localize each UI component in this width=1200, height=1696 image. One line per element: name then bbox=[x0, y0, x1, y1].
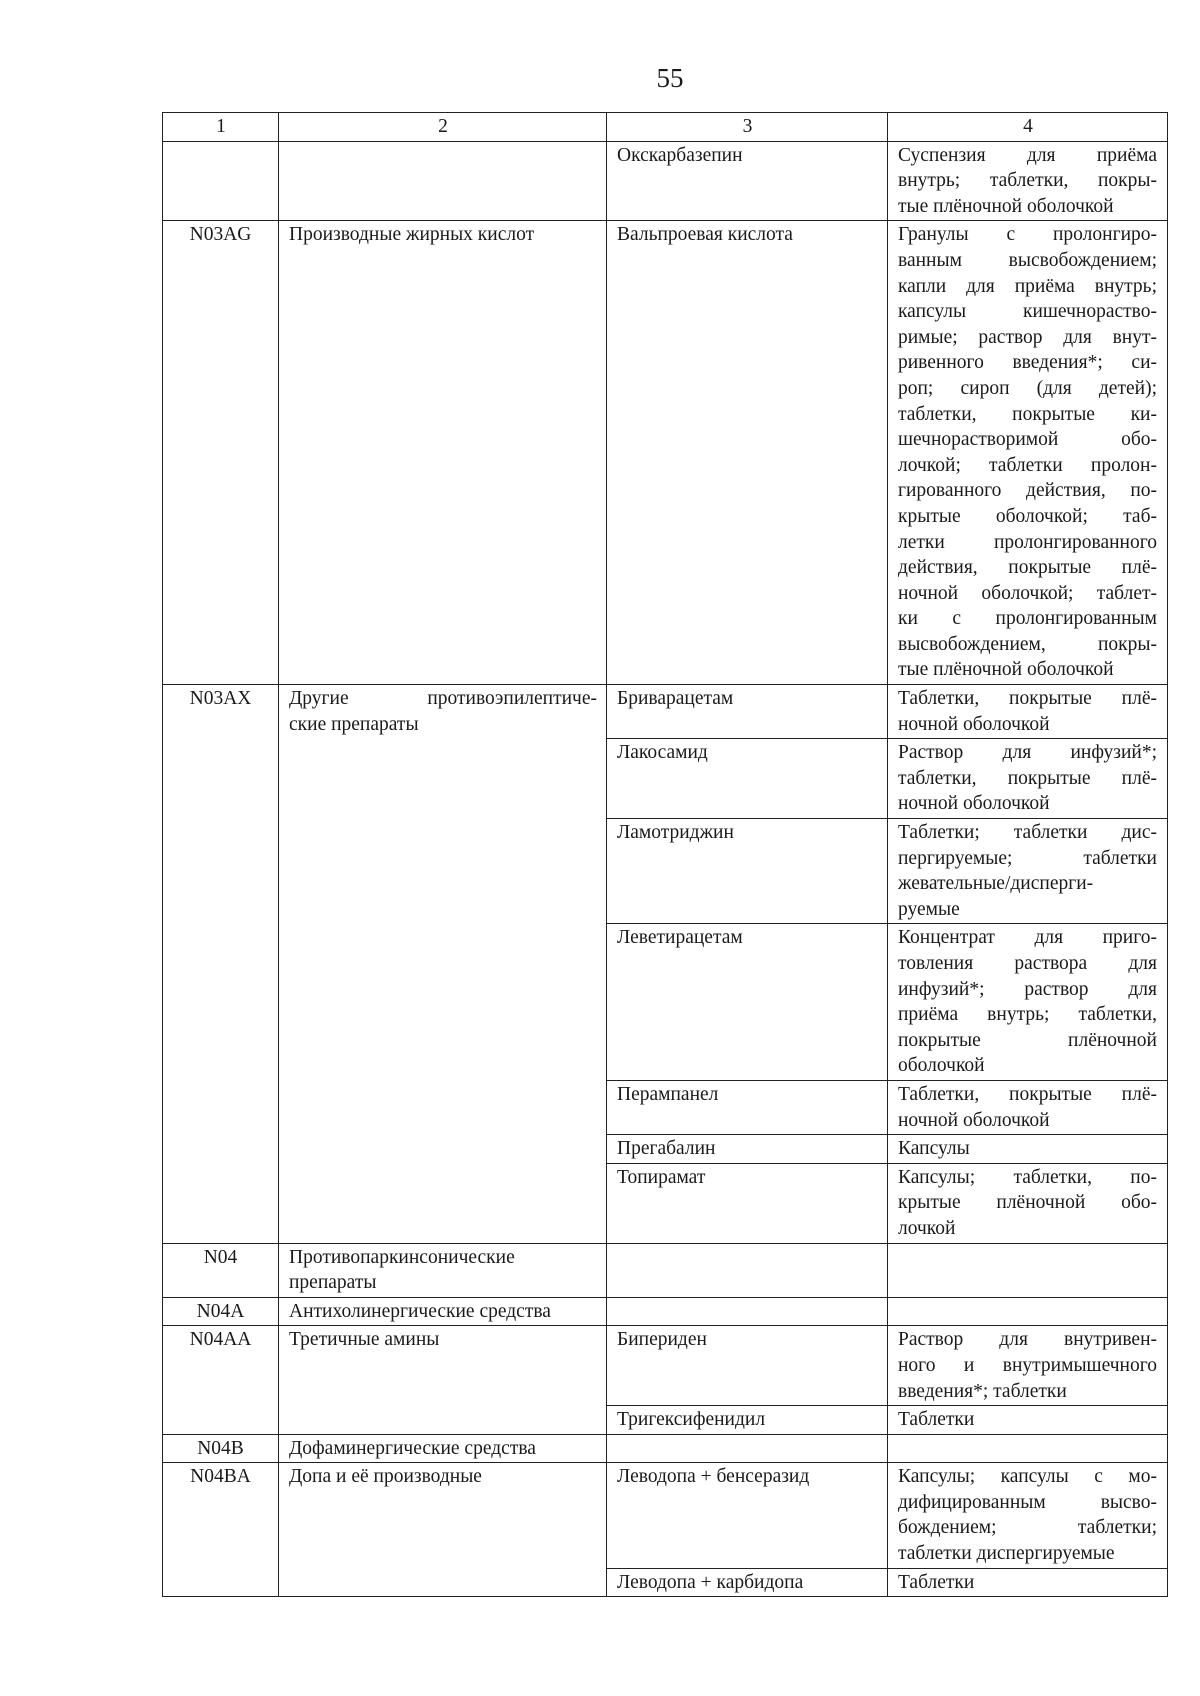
group-name-cell: Другие противоэпилептиче- ские препараты bbox=[279, 685, 607, 1243]
drug-name-cell bbox=[607, 819, 888, 924]
drug-name-cell bbox=[607, 1434, 888, 1463]
drug-name: Лакосамид bbox=[617, 742, 708, 764]
table-row bbox=[163, 1326, 1168, 1406]
dosage-forms-cell: Таблетки, покрытые плё- ночной оболочкой bbox=[888, 685, 1168, 739]
atc-code: N03AX bbox=[189, 688, 252, 710]
dosage-forms-cell: Таблетки bbox=[888, 1568, 1168, 1597]
header-col-2: 2 bbox=[279, 113, 607, 142]
table-row bbox=[163, 221, 1168, 685]
group-name: Другие противоэпилептиче- bbox=[289, 688, 597, 710]
header-col-3: 3 bbox=[607, 113, 888, 142]
atc-code-cell bbox=[163, 1243, 279, 1297]
header-col-1: 1 bbox=[163, 113, 279, 142]
atc-code: N03AG bbox=[189, 224, 252, 246]
drug-name-cell bbox=[607, 1568, 888, 1597]
table-row bbox=[163, 1243, 1168, 1297]
group-name: Антихолинергические средства bbox=[289, 1300, 551, 1322]
atc-code-cell bbox=[163, 1434, 279, 1463]
drug-name: Прегабалин bbox=[617, 1138, 716, 1160]
dosage-forms-cell: Капсулы; капсулы с мо- дифицированным высво- бождением; таблетки; таблетки диспергируемые bbox=[888, 1463, 1168, 1568]
group-name: Дофаминергические средства bbox=[289, 1437, 536, 1459]
dosage-forms-cell: Раствор для внутривен- ного и внутримышечного введения*; таблетки bbox=[888, 1326, 1168, 1406]
group-name: Производные жирных кислот bbox=[289, 224, 535, 246]
dosage-forms-cell bbox=[888, 1434, 1168, 1463]
atc-code: N04 bbox=[203, 1246, 238, 1268]
atc-code: N04B bbox=[197, 1437, 244, 1459]
drug-name-cell bbox=[607, 739, 888, 819]
table-header-row bbox=[163, 113, 1168, 142]
atc-code: N04A bbox=[196, 1300, 245, 1322]
drug-name-cell bbox=[607, 1463, 888, 1568]
group-name-cell: Противопаркинсонические препараты bbox=[279, 1243, 607, 1297]
drug-table bbox=[162, 112, 1168, 1597]
drug-name-cell bbox=[607, 1243, 888, 1297]
page-number: 55 bbox=[656, 63, 684, 93]
drug-name-cell bbox=[607, 1135, 888, 1164]
drug-name-cell bbox=[607, 1297, 888, 1326]
drug-name: Леводопа + бенсеразид bbox=[617, 1466, 810, 1488]
atc-code-cell bbox=[163, 221, 279, 685]
group-name-cell bbox=[279, 221, 607, 685]
atc-code: N04BA bbox=[190, 1466, 251, 1488]
dosage-forms-cell: Капсулы bbox=[888, 1135, 1168, 1164]
dosage-forms-cell: Гранулы с пролонгиро- ванным высвобождением; капли для приёма внутрь; капсулы кишечнораство- римые; раствор для внут- ривенного введения*; си- роп; сироп (для детей); таблетки, покрытые ки- шечнорастворимой обо- лочкой; таблетки пролон- гированного действия, по- крытые оболочкой; таб- летки пролонгированного действия, покрытые плё- ночной оболочкой; таблет- ки с пролонгированным высвобождением, покры- тые плёночной оболочкой bbox=[888, 221, 1168, 685]
group-name: Третичные амины bbox=[289, 1329, 440, 1351]
group-name: Допа и её производные bbox=[289, 1466, 482, 1488]
drug-name: Ламотриджин bbox=[617, 822, 734, 844]
drug-name-cell bbox=[607, 685, 888, 739]
atc-code-cell bbox=[163, 1297, 279, 1326]
drug-name-cell bbox=[607, 141, 888, 221]
dosage-forms-cell: Таблетки, покрытые плё- ночной оболочкой bbox=[888, 1080, 1168, 1134]
table-row bbox=[163, 1434, 1168, 1463]
group-name-cell bbox=[279, 141, 607, 221]
table-row bbox=[163, 141, 1168, 221]
drug-name-cell bbox=[607, 1080, 888, 1134]
drug-name: Бипериден bbox=[617, 1329, 707, 1351]
drug-name: Леветирацетам bbox=[617, 927, 743, 949]
dosage-forms-cell: Раствор для инфузий*; таблетки, покрытые плё- ночной оболочкой bbox=[888, 739, 1168, 819]
atc-code-cell bbox=[163, 1463, 279, 1597]
table-row bbox=[163, 1463, 1168, 1568]
dosage-forms-cell: Концентрат для приго- товления раствора для инфузий*; раствор для приёма внутрь; таблетки, покрытые плёночной оболочкой bbox=[888, 924, 1168, 1081]
drug-name-cell bbox=[607, 1163, 888, 1243]
table-row bbox=[163, 685, 1168, 739]
table-row bbox=[163, 1297, 1168, 1326]
group-name: Противопаркинсонические bbox=[289, 1246, 515, 1268]
drug-name: Топирамат bbox=[617, 1166, 706, 1188]
dosage-forms-cell bbox=[888, 1243, 1168, 1297]
group-name-cell bbox=[279, 1326, 607, 1434]
drug-name: Окскарбазепин bbox=[617, 144, 743, 166]
atc-code-cell bbox=[163, 1326, 279, 1434]
drug-name: Леводопа + карбидопа bbox=[617, 1571, 804, 1593]
drug-name: Тригексифенидил bbox=[617, 1409, 766, 1431]
header-col-4: 4 bbox=[888, 113, 1168, 142]
atc-code: N04AA bbox=[189, 1329, 252, 1351]
group-name-cell bbox=[279, 1463, 607, 1597]
drug-name: Перампанел bbox=[617, 1083, 719, 1105]
dosage-forms-cell: Капсулы; таблетки, по- крытые плёночной обо- лочкой bbox=[888, 1163, 1168, 1243]
dosage-forms-cell: Суспензия для приёма внутрь; таблетки, покры- тые плёночной оболочкой bbox=[888, 141, 1168, 221]
group-name-cell bbox=[279, 1297, 607, 1326]
atc-code-cell bbox=[163, 141, 279, 221]
atc-code-cell bbox=[163, 685, 279, 1243]
drug-name-cell bbox=[607, 1406, 888, 1435]
dosage-forms-cell bbox=[888, 1297, 1168, 1326]
drug-name: Вальпроевая кислота bbox=[617, 224, 793, 246]
drug-name: Бриварацетам bbox=[617, 688, 734, 710]
drug-name-cell bbox=[607, 1326, 888, 1406]
dosage-forms-cell: Таблетки; таблетки дис- пергируемые; таблетки жевательные/дисперги- руемые bbox=[888, 819, 1168, 924]
drug-name-cell bbox=[607, 221, 888, 685]
drug-name-cell bbox=[607, 924, 888, 1081]
dosage-forms-cell: Таблетки bbox=[888, 1406, 1168, 1435]
group-name-cell bbox=[279, 1434, 607, 1463]
